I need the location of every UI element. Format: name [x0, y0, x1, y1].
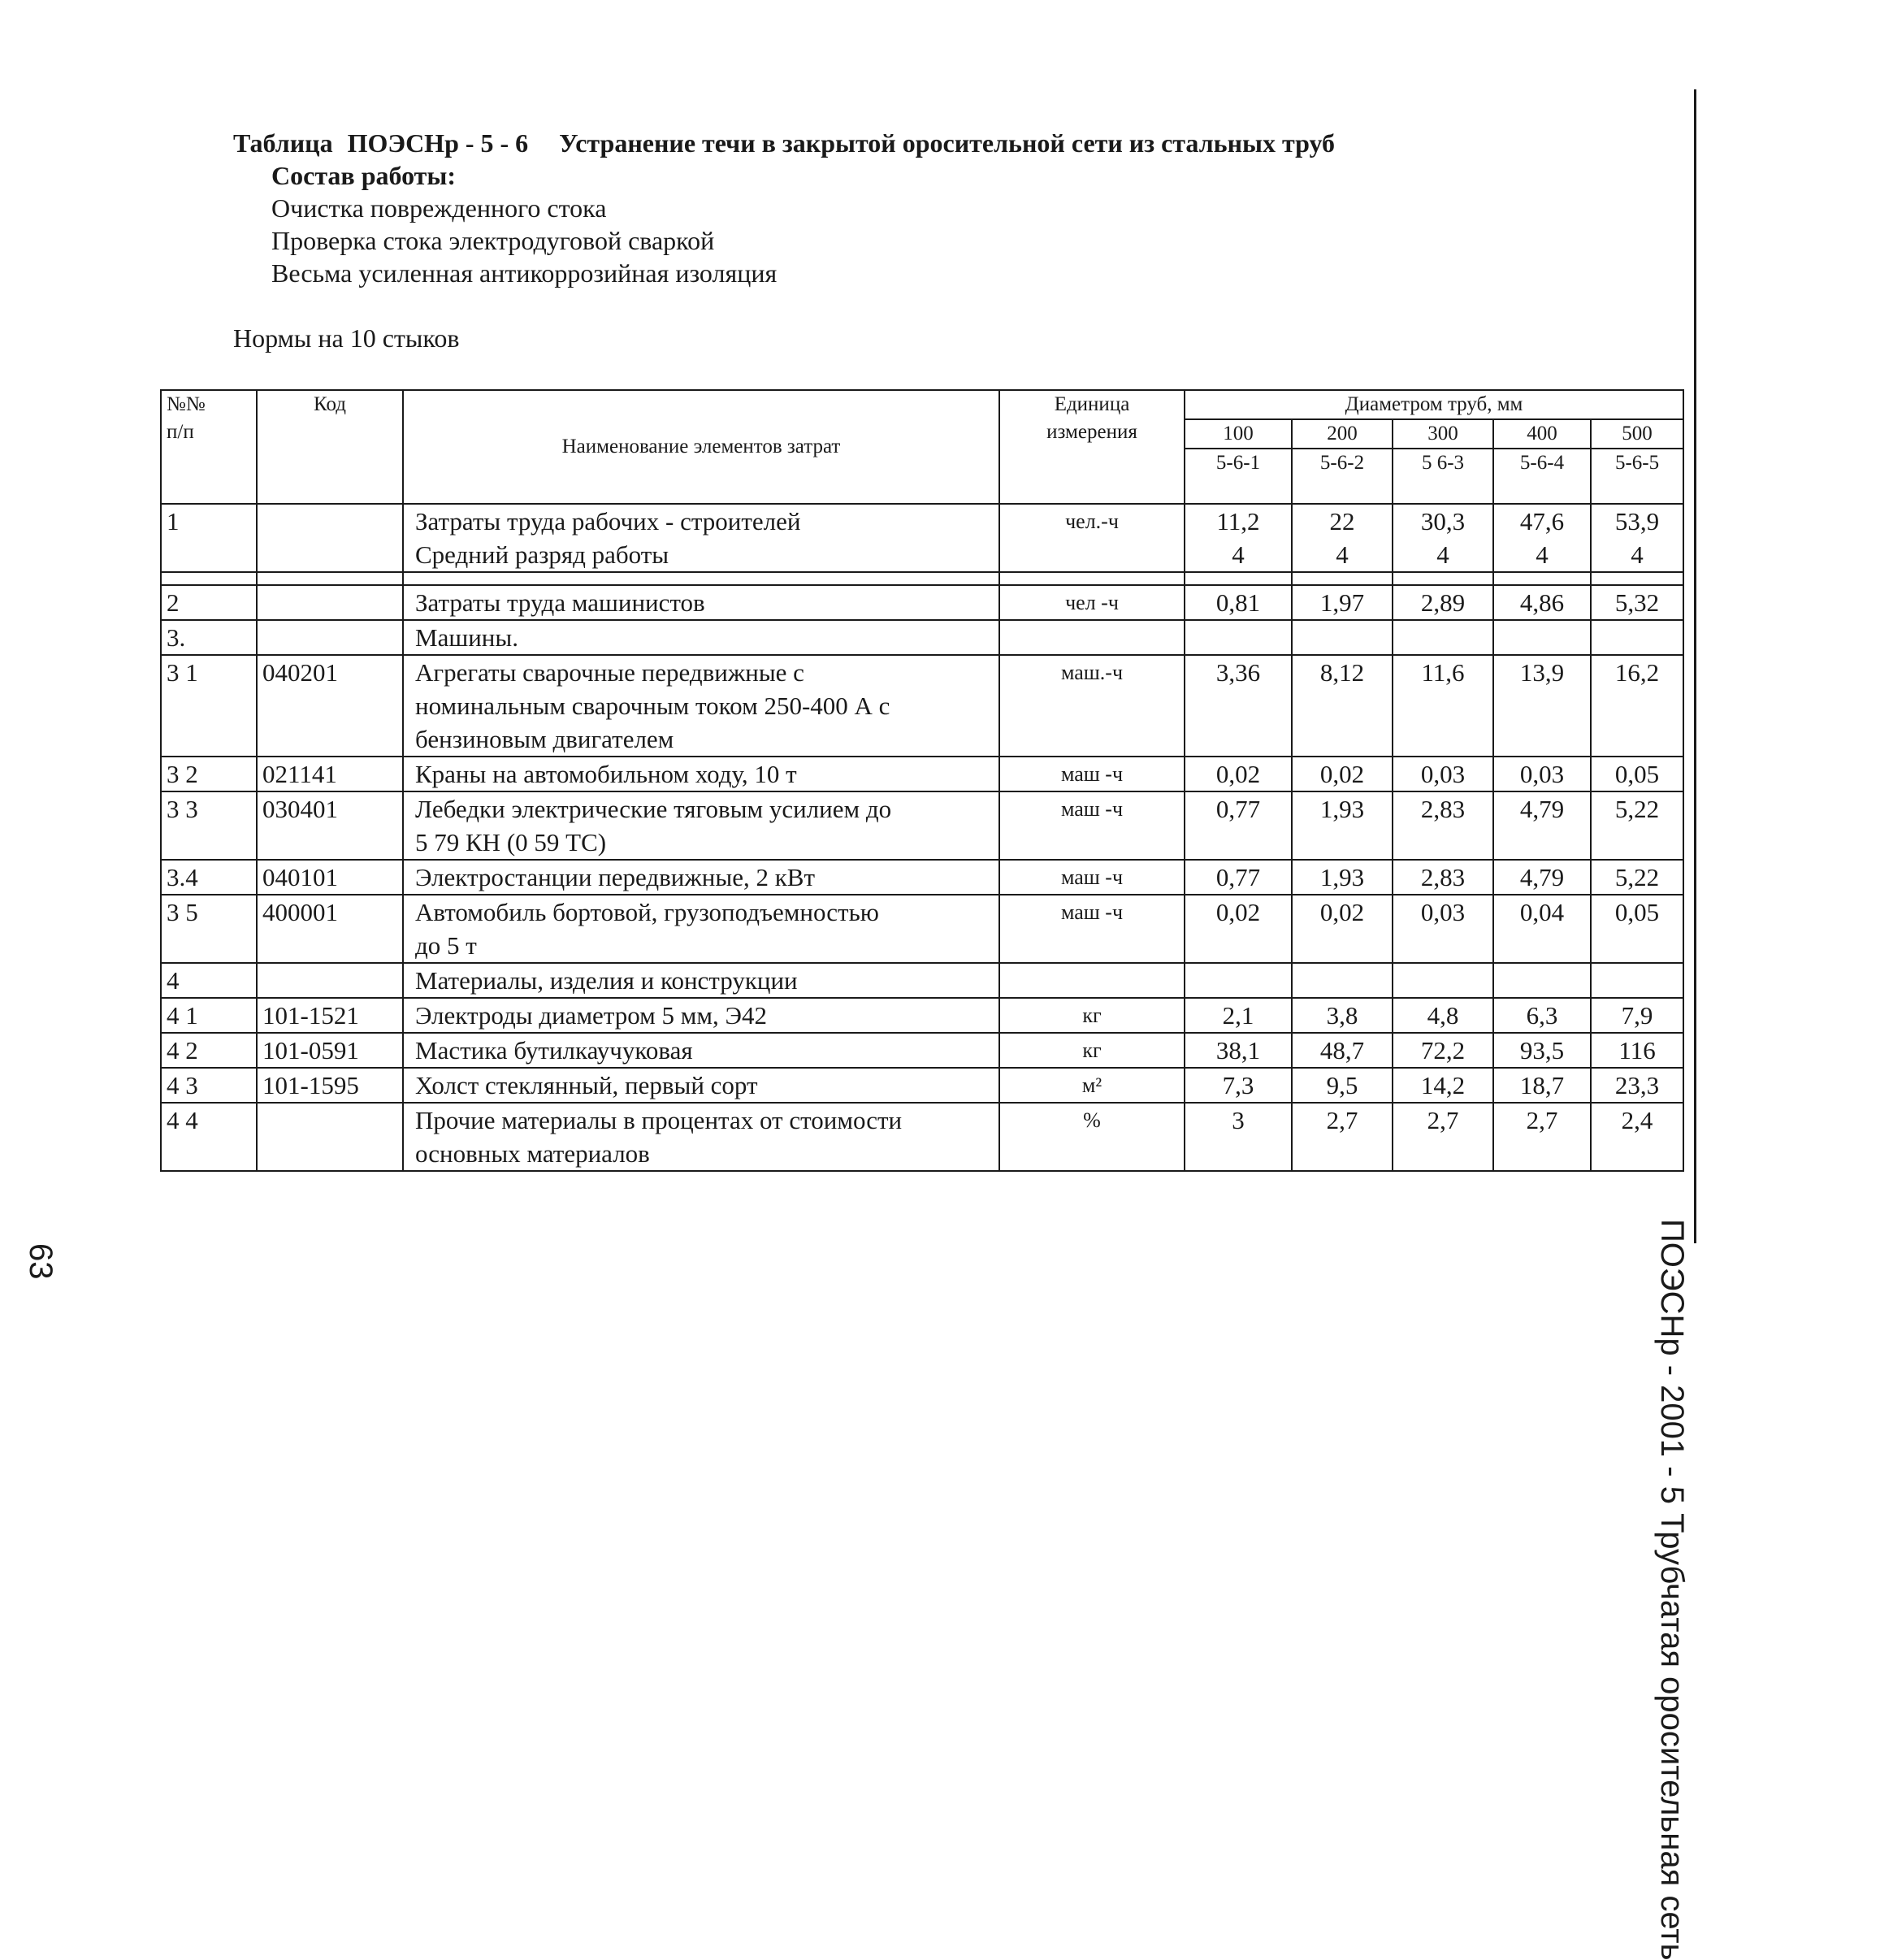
- row-name: Автомобиль бортовой, грузоподъемностью до 5 т: [403, 895, 999, 963]
- row-value: 0,03: [1493, 757, 1591, 791]
- spacer-cell: [1591, 572, 1683, 585]
- row-value: 0,05: [1591, 895, 1683, 963]
- row-value: [1591, 963, 1683, 998]
- row-name: Затраты труда рабочих - строителей Средний разряд работы: [403, 504, 999, 572]
- table-row: [161, 1033, 1683, 1068]
- row-value: 47,6 4: [1493, 504, 1591, 572]
- page-number: 63: [23, 1243, 58, 1280]
- row-value: 11,6: [1393, 655, 1493, 757]
- table-row: [161, 1068, 1683, 1103]
- row-value: 22 4: [1292, 504, 1393, 572]
- row-unit: м²: [999, 1068, 1185, 1103]
- composition-item: Весьма усиленная антикоррозийная изоляция: [271, 258, 778, 288]
- row-code: 400001: [257, 895, 403, 963]
- row-value: [1292, 620, 1393, 655]
- row-num: 4 1: [161, 998, 257, 1033]
- composition-item: Проверка стока электродуговой сваркой: [271, 226, 715, 255]
- row-code: 101-0591: [257, 1033, 403, 1068]
- row-num: 4 4: [161, 1103, 257, 1171]
- row-name: Машины.: [403, 620, 999, 655]
- row-name: Холст стеклянный, первый сорт: [403, 1068, 999, 1103]
- row-name: Мастика бутилкаучуковая: [403, 1033, 999, 1068]
- row-code: 101-1521: [257, 998, 403, 1033]
- row-value: 2,4: [1591, 1103, 1683, 1171]
- row-value: 0,77: [1185, 860, 1292, 895]
- col-header-norm-code: 5-6-5: [1591, 449, 1683, 504]
- row-value: 4,86: [1493, 585, 1591, 620]
- row-value: 16,2: [1591, 655, 1683, 757]
- row-name: Электростанции передвижные, 2 кВт: [403, 860, 999, 895]
- row-num: 3.: [161, 620, 257, 655]
- row-value: 93,5: [1493, 1033, 1591, 1068]
- row-unit: маш -ч: [999, 895, 1185, 963]
- spacer-cell: [1185, 572, 1292, 585]
- row-num: 3 3: [161, 791, 257, 860]
- row-num: 1: [161, 504, 257, 572]
- row-value: 2,89: [1393, 585, 1493, 620]
- spacer-cell: [161, 572, 257, 585]
- row-code: [257, 1103, 403, 1171]
- table-row: [161, 585, 1683, 620]
- row-code: 030401: [257, 791, 403, 860]
- row-value: 1,93: [1292, 791, 1393, 860]
- row-value: 53,9 4: [1591, 504, 1683, 572]
- table-header-block: [233, 127, 1335, 289]
- row-value: 3,8: [1292, 998, 1393, 1033]
- row-unit: чел -ч: [999, 585, 1185, 620]
- spacer-cell: [1493, 572, 1591, 585]
- col-header-diameter: 300: [1393, 419, 1493, 449]
- row-code: 040101: [257, 860, 403, 895]
- row-unit: маш -ч: [999, 757, 1185, 791]
- row-value: 48,7: [1292, 1033, 1393, 1068]
- spacer-cell: [1393, 572, 1493, 585]
- row-code: 040201: [257, 655, 403, 757]
- col-header-unit: Единица измерения: [999, 390, 1185, 504]
- row-unit: кг: [999, 998, 1185, 1033]
- row-name: Материалы, изделия и конструкции: [403, 963, 999, 998]
- row-value: 0,03: [1393, 757, 1493, 791]
- row-value: 2,83: [1393, 791, 1493, 860]
- col-header-num: №№ п/п: [161, 390, 257, 504]
- row-value: [1393, 620, 1493, 655]
- row-value: 116: [1591, 1033, 1683, 1068]
- row-value: 9,5: [1292, 1068, 1393, 1103]
- row-value: 38,1: [1185, 1033, 1292, 1068]
- row-value: [1185, 963, 1292, 998]
- row-code: [257, 963, 403, 998]
- col-header-diameter: 400: [1493, 419, 1591, 449]
- row-value: 7,9: [1591, 998, 1683, 1033]
- row-value: 2,83: [1393, 860, 1493, 895]
- margin-rule: [1694, 89, 1696, 1243]
- row-name: Агрегаты сварочные передвижные с номинальным сварочным током 250-400 А с бензиновым двигателем: [403, 655, 999, 757]
- row-value: 8,12: [1292, 655, 1393, 757]
- spacer-cell: [1292, 572, 1393, 585]
- row-value: 0,02: [1185, 757, 1292, 791]
- row-value: 0,05: [1591, 757, 1683, 791]
- row-value: 0,03: [1393, 895, 1493, 963]
- row-name: Затраты труда машинистов: [403, 585, 999, 620]
- col-header-norm-code: 5 6-3: [1393, 449, 1493, 504]
- composition-title: Состав работы:: [271, 161, 457, 190]
- row-value: 7,3: [1185, 1068, 1292, 1103]
- row-num: 3 1: [161, 655, 257, 757]
- row-num: 3 5: [161, 895, 257, 963]
- row-value: 1,97: [1292, 585, 1393, 620]
- col-header-norm-code: 5-6-4: [1493, 449, 1591, 504]
- row-num: 3.4: [161, 860, 257, 895]
- row-value: [1393, 963, 1493, 998]
- side-caption: ПОЭСНр - 2001 - 5 Трубчатая оросительная сеть: [1654, 1219, 1690, 1960]
- row-unit: %: [999, 1103, 1185, 1171]
- row-value: 0,02: [1185, 895, 1292, 963]
- row-value: [1493, 963, 1591, 998]
- row-num: 4 2: [161, 1033, 257, 1068]
- table-body: [161, 504, 1683, 1171]
- row-name: Краны на автомобильном ходу, 10 т: [403, 757, 999, 791]
- row-value: 4,8: [1393, 998, 1493, 1033]
- spacer-row: [161, 572, 1683, 585]
- row-unit: маш -ч: [999, 791, 1185, 860]
- table-code: ПОЭСНр - 5 - 6: [347, 128, 529, 158]
- table-title: Устранение течи в закрытой оросительной сети из стальных труб: [559, 128, 1336, 158]
- col-header-diameter: 500: [1591, 419, 1683, 449]
- row-value: 6,3: [1493, 998, 1591, 1033]
- table-row: [161, 998, 1683, 1033]
- table-row: [161, 655, 1683, 757]
- table-label: Таблица: [233, 128, 333, 158]
- row-value: 5,32: [1591, 585, 1683, 620]
- row-value: [1185, 620, 1292, 655]
- row-num: 4 3: [161, 1068, 257, 1103]
- row-value: 13,9: [1493, 655, 1591, 757]
- table-row: [161, 895, 1683, 963]
- row-value: 0,77: [1185, 791, 1292, 860]
- row-value: 3: [1185, 1103, 1292, 1171]
- spacer-cell: [403, 572, 999, 585]
- row-unit: [999, 620, 1185, 655]
- row-value: 0,02: [1292, 757, 1393, 791]
- col-header-diameter: 100: [1185, 419, 1292, 449]
- table-row: [161, 860, 1683, 895]
- row-value: 72,2: [1393, 1033, 1493, 1068]
- col-header-norm-code: 5-6-1: [1185, 449, 1292, 504]
- col-header-code: Код: [257, 390, 403, 504]
- row-value: 3,36: [1185, 655, 1292, 757]
- row-value: 23,3: [1591, 1068, 1683, 1103]
- norm-basis: Нормы на 10 стыков: [233, 323, 460, 353]
- row-value: 5,22: [1591, 860, 1683, 895]
- row-value: 0,04: [1493, 895, 1591, 963]
- row-value: 11,2 4: [1185, 504, 1292, 572]
- row-value: 1,93: [1292, 860, 1393, 895]
- table-row: [161, 963, 1683, 998]
- row-unit: кг: [999, 1033, 1185, 1068]
- table-row: [161, 791, 1683, 860]
- norms-table: [160, 389, 1684, 1172]
- row-value: 18,7: [1493, 1068, 1591, 1103]
- row-code: 021141: [257, 757, 403, 791]
- table-row: [161, 757, 1683, 791]
- row-unit: [999, 963, 1185, 998]
- col-header-diameter-group: Диаметром труб, мм: [1185, 390, 1683, 419]
- row-name: Лебедки электрические тяговым усилием до 5 79 КН (0 59 ТС): [403, 791, 999, 860]
- row-value: 30,3 4: [1393, 504, 1493, 572]
- col-header-name: Наименование элементов затрат: [403, 390, 999, 504]
- row-value: 2,7: [1393, 1103, 1493, 1171]
- row-num: 4: [161, 963, 257, 998]
- row-value: 0,81: [1185, 585, 1292, 620]
- row-name: Электроды диаметром 5 мм, Э42: [403, 998, 999, 1033]
- row-code: [257, 504, 403, 572]
- row-value: [1591, 620, 1683, 655]
- row-num: 2: [161, 585, 257, 620]
- row-value: 0,02: [1292, 895, 1393, 963]
- table-title-line: [233, 127, 1335, 159]
- row-unit: чел.-ч: [999, 504, 1185, 572]
- row-value: [1292, 963, 1393, 998]
- row-code: [257, 585, 403, 620]
- spacer-cell: [999, 572, 1185, 585]
- table-row: [161, 1103, 1683, 1171]
- col-header-norm-code: 5-6-2: [1292, 449, 1393, 504]
- row-code: 101-1595: [257, 1068, 403, 1103]
- row-value: 14,2: [1393, 1068, 1493, 1103]
- row-value: 2,7: [1292, 1103, 1393, 1171]
- row-value: 5,22: [1591, 791, 1683, 860]
- col-header-diameter: 200: [1292, 419, 1393, 449]
- table-row: [161, 620, 1683, 655]
- table-row: [161, 504, 1683, 572]
- row-value: 2,1: [1185, 998, 1292, 1033]
- row-code: [257, 620, 403, 655]
- row-unit: маш -ч: [999, 860, 1185, 895]
- row-num: 3 2: [161, 757, 257, 791]
- composition-item: Очистка поврежденного стока: [271, 193, 607, 223]
- row-unit: маш.-ч: [999, 655, 1185, 757]
- spacer-cell: [257, 572, 403, 585]
- row-value: [1493, 620, 1591, 655]
- row-name: Прочие материалы в процентах от стоимости основных материалов: [403, 1103, 999, 1171]
- row-value: 4,79: [1493, 860, 1591, 895]
- row-value: 4,79: [1493, 791, 1591, 860]
- row-value: 2,7: [1493, 1103, 1591, 1171]
